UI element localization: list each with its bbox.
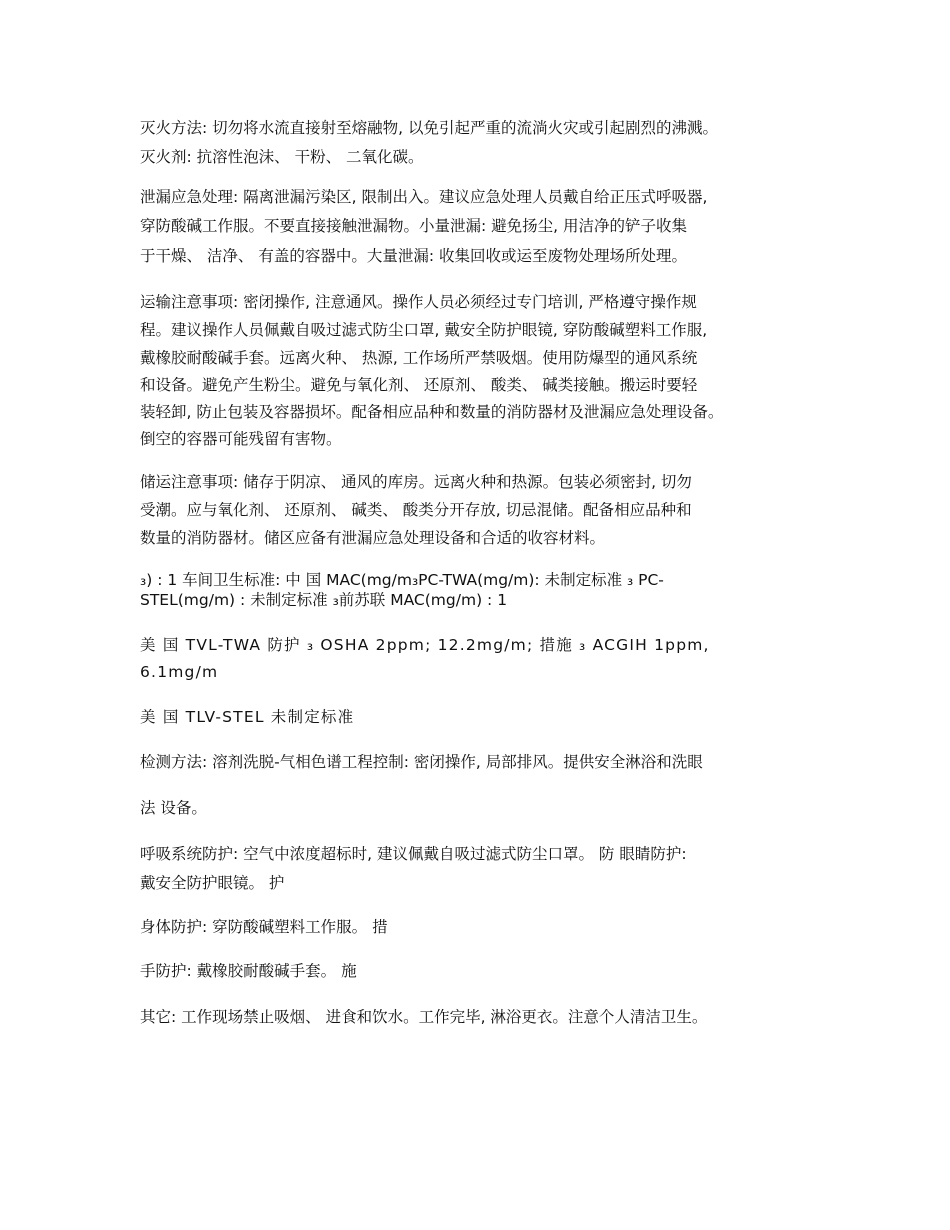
text-line: 和设备。避免产生粉尘。避免与氧化剂、 还原剂、 酸类、 碱类接触。搬运时要轻 [140,376,698,394]
text-line: 呼吸系统防护: 空气中浓度超标时, 建议佩戴自吸过滤式防尘口罩。 防 眼睛防护: [140,845,687,863]
text-line: 检测方法: 溶剂洗脱-气相色谱工程控制: 密闭操作, 局部排风。提供安全淋浴和洗眼 [140,753,703,771]
text-line: 储运注意事项: 储存于阴凉、 通风的库房。远离火种和热源。包装必须密封, 切勿 [140,473,692,491]
text-line: ₃) : 1 车间卫生标准: 中 国 MAC(mg/m₃PC-TWA(mg/m): 未制定标准 ₃ PC- [140,571,664,589]
text-line: 受潮。应与氧化剂、 还原剂、 碱类、 酸类分开存放, 切忌混储。配备相应品种和 [140,501,692,519]
text-line: 美 国 TVL-TWA 防护 ₃ OSHA 2ppm; 12.2mg/m; 措施 ₃ ACGIH 1ppm, [140,636,710,654]
text-line: 法 设备。 [140,799,207,817]
text-line: 美 国 TLV-STEL 未制定标准 [140,708,355,726]
text-line: 穿防酸碱工作服。不要直接接触泄漏物。小量泄漏: 避免扬尘, 用洁净的铲子收集 [140,217,688,235]
text-line: 装轻卸, 防止包装及容器损坏。配备相应品种和数量的消防器材及泄漏应急处理设备。 [140,403,724,421]
text-line: 其它: 工作现场禁止吸烟、 进食和饮水。工作完毕, 淋浴更衣。注意个人清洁卫生。 [140,1008,708,1026]
text-line: 戴安全防护眼镜。 护 [140,874,285,892]
text-line: 程。建议操作人员佩戴自吸过滤式防尘口罩, 戴安全防护眼镜, 穿防酸碱塑料工作服, [140,321,708,339]
text-line: 数量的消防器材。储区应备有泄漏应急处理设备和合适的收容材料。 [140,529,606,547]
text-line: STEL(mg/m) : 未制定标准 ₃前苏联 MAC(mg/m) : 1 [140,591,508,609]
text-line: 灭火方法: 切勿将水流直接射至熔融物, 以免引起严重的流淌火灾或引起剧烈的沸溅。 [140,119,719,137]
text-line: 泄漏应急处理: 隔离泄漏污染区, 限制出入。建议应急处理人员戴自给正压式呼吸器, [140,188,708,206]
text-line: 戴橡胶耐酸碱手套。远离火种、 热源, 工作场所严禁吸烟。使用防爆型的通风系统 [140,349,698,367]
text-line: 手防护: 戴橡胶耐酸碱手套。 施 [140,962,357,980]
text-line: 于干燥、 洁净、 有盖的容器中。大量泄漏: 收集回收或运至废物处理场所处理。 [140,247,688,265]
text-line: 运输注意事项: 密闭操作, 注意通风。操作人员必须经过专门培训, 严格遵守操作规 [140,293,697,311]
text-line: 6.1mg/m [140,663,219,681]
text-line: 灭火剂: 抗溶性泡沫、 干粉、 二氧化碳。 [140,148,424,166]
text-line: 倒空的容器可能残留有害物。 [140,430,342,448]
text-line: 身体防护: 穿防酸碱塑料工作服。 措 [140,918,388,936]
